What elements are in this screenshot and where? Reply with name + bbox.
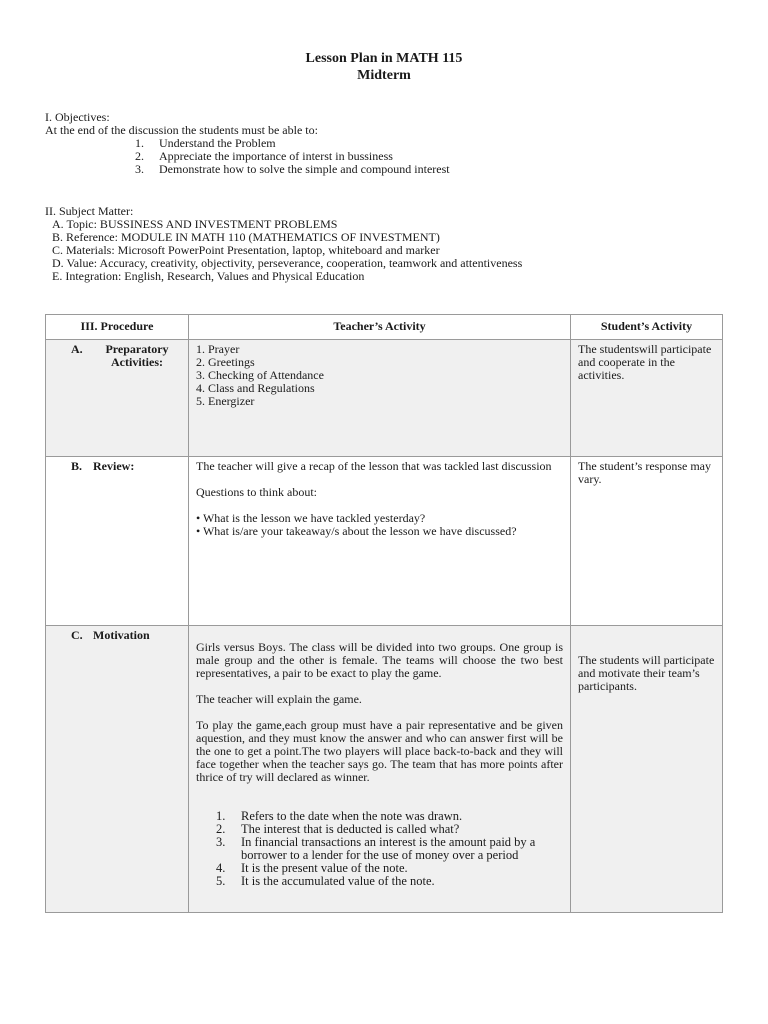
teacher-step: 3. Checking of Attendance [196,368,324,382]
review-question: • What is the lesson we have tackled yesterday? [196,511,426,525]
subject-matter-heading: II. Subject Matter: [45,204,134,218]
header-student-activity: Student’s Activity [571,315,723,340]
objective-text: Understand the Problem [159,136,276,150]
procedure-label: Review: [93,459,135,473]
document-title-block [0,50,768,84]
procedure-letter: B. [71,459,83,473]
question-text: In financial transactions an interest is the amount paid by a borrower to a lender for the use of money over a period [241,835,536,862]
objective-number: 2. [135,149,144,163]
teacher-step: 5. Energizer [196,394,255,408]
question-text: It is the accumulated value of the note. [241,874,435,888]
objectives-section [45,111,450,176]
procedure-table [45,314,723,913]
student-activity-review: The student’s response may vary. [571,457,723,626]
procedure-label: Preparatory Activities: [105,342,169,369]
question-number: 1. [216,809,226,823]
subject-matter-section [45,205,522,283]
objectives-intro: At the end of the discussion the students must be able to: [45,123,318,137]
procedure-preparatory [53,343,181,369]
teacher-activity-preparatory [189,340,571,457]
review-intro: The teacher will give a recap of the lesson that was tackled last discussion [196,459,552,473]
question-text: Refers to the date when the note was drawn. [241,809,463,823]
teacher-step: 4. Class and Regulations [196,381,315,395]
objective-number: 1. [135,136,144,150]
document-subtitle: Midterm [357,68,411,83]
question-number: 2. [216,822,226,836]
subject-reference: B. Reference: MODULE IN MATH 110 (MATHEMATICS OF INVESTMENT) [52,230,440,244]
subject-integration: E. Integration: English, Research, Values and Physical Education [52,269,365,283]
procedure-review [53,460,181,473]
procedure-letter: A. [71,342,83,356]
table-row-preparatory [46,340,723,457]
subject-topic: A. Topic: BUSSINESS AND INVESTMENT PROBLEMS [52,217,338,231]
motivation-paragraph: The teacher will explain the game. [196,692,362,706]
review-questions-label: Questions to think about: [196,485,317,499]
table-row-motivation [46,626,723,913]
subject-materials: C. Materials: Microsoft PowerPoint Presentation, laptop, whiteboard and marker [52,243,440,257]
table-row-review [46,457,723,626]
teacher-step: 1. Prayer [196,342,240,356]
objective-item [135,163,450,176]
question-number: 3. [216,835,226,849]
objectives-heading: I. Objectives: [45,110,110,124]
table-header-row [46,315,723,340]
procedure-letter: C. [71,628,83,642]
student-activity-preparatory: The studentswill participate and cooperate in the activities. [571,340,723,457]
motivation-question [216,875,563,888]
review-question: • What is/are your takeaway/s about the lesson we have discussed? [196,524,517,538]
objective-text: Appreciate the importance of interst in bussiness [159,149,393,163]
motivation-paragraph: Girls versus Boys. The class will be divided into two groups. One group is male group and the other is female. The teams will choose the two best representatives, a pair to be exact to play the game. [196,640,563,680]
procedure-label: Motivation [93,628,150,642]
question-number: 5. [216,874,226,888]
motivation-questions [196,810,563,888]
question-text: It is the present value of the note. [241,861,408,875]
teacher-activity-motivation [189,626,571,913]
teacher-activity-review [189,457,571,626]
question-text: The interest that is deducted is called what? [241,822,460,836]
student-activity-motivation: The students will participate and motivate their team’s participants. [571,626,723,913]
objective-number: 3. [135,162,144,176]
objective-text: Demonstrate how to solve the simple and compound interest [159,162,450,176]
motivation-question [216,836,563,862]
subject-value: D. Value: Accuracy, creativity, objectivity, perseverance, cooperation, teamwork and attentiveness [52,256,523,270]
motivation-paragraph: To play the game,each group must have a pair representative and be given aquestion, and they must know the answer and who can answer first will be the one to get a point.The two players will place back-to-back and they will face together when the teacher says go. The team that has more points after thrice of try will declared as winner. [196,718,563,784]
header-procedure: III. Procedure [46,315,189,340]
procedure-motivation [53,629,181,642]
question-number: 4. [216,861,226,875]
objectives-list [45,137,450,176]
document-title: Lesson Plan in MATH 115 [305,51,463,66]
header-teacher-activity: Teacher’s Activity [189,315,571,340]
teacher-step: 2. Greetings [196,355,255,369]
